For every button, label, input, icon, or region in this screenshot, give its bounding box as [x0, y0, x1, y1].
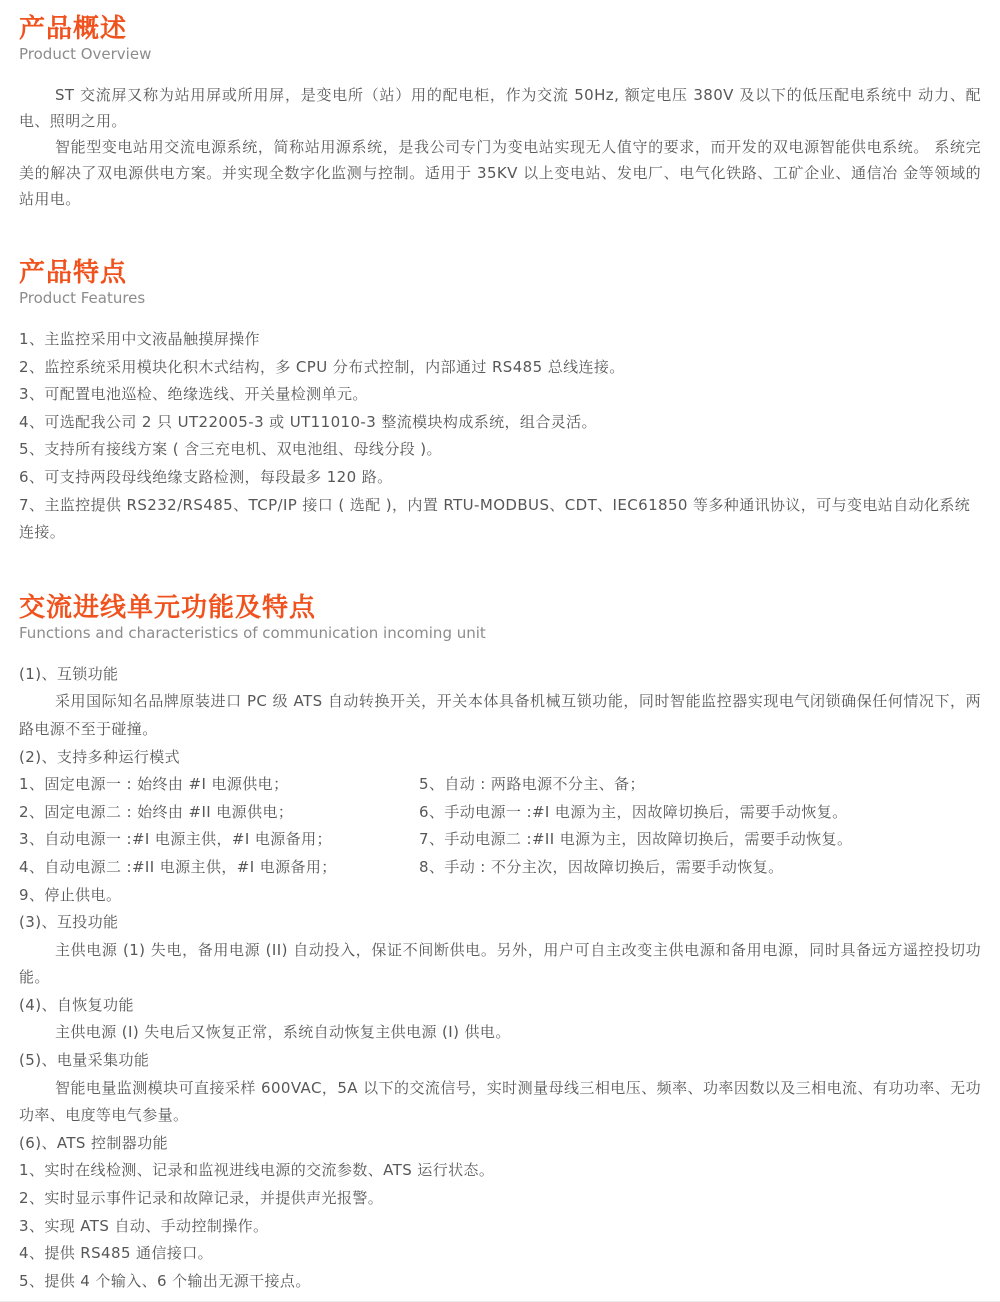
section-subtitle-en: Product Overview: [19, 45, 152, 63]
run-mode-stop-item: 9、停止供电。: [19, 885, 122, 904]
feature-item: 7、主监控提供 RS232/RS485、TCP/IP 接口 ( 选配 )，内置 RTU-MODBUS、CDT、IEC61850 等多种通讯协议，可与变电站自动化系统连接。: [19, 495, 971, 542]
run-modes-subhead: (2)、支持多种运行模式: [19, 747, 181, 766]
feature-item: 4、可选配我公司 2 只 UT22005-3 或 UT11010-3 整流模块构成系统，组合灵活。: [19, 412, 597, 431]
feature-item: 3、可配置电池巡检、绝缘选线、开关量检测单元。: [19, 385, 368, 404]
self-recovery-paragraph: 主供电源 (I) 失电后又恢复正常，系统自动恢复主供电源 (I) 供电。: [55, 1023, 511, 1042]
section-product-features: [19, 258, 981, 547]
ats-feature-item: 5、提供 4 个输入、6 个输出无源干接点。: [19, 1271, 311, 1290]
overview-paragraph: ST 交流屏又称为站用屏或所用屏，是变电所（站）用的配电柜，作为交流 50Hz, 额定电压 380V 及以下的低压配电系统中 动力、配电、照明之用。: [19, 86, 981, 130]
run-mode-item: 6、手动电源一 :#I 电源为主，因故障切换后，需要手动恢复。: [419, 802, 848, 821]
section-product-overview: [19, 14, 981, 212]
ats-controller-subhead: (6)、ATS 控制器功能: [19, 1133, 168, 1152]
run-mode-item: 4、自动电源二 :#II 电源主供，#I 电源备用；: [19, 857, 337, 876]
run-mode-item: 8、手动 : 不分主次，因故障切换后，需要手动恢复。: [419, 857, 784, 876]
feature-item: 2、监控系统采用模块化积木式结构，多 CPU 分布式控制，内部通过 RS485 总线连接。: [19, 357, 625, 376]
section-title-cn: 产品特点: [19, 258, 128, 288]
mutual-transfer-paragraph: 主供电源 (1) 失电，备用电源 (II) 自动投入，保证不间断供电。另外，用户可自主改变主供电源和备用电源，同时具备远方遥控投切功能。: [19, 940, 981, 987]
section-title-cn: 产品概述: [19, 14, 128, 44]
metering-paragraph: 智能电量监测模块可直接采样 600VAC，5A 以下的交流信号，实时测量母线三相电压、频率、功率因数以及三相电流、有功功率、无功功率、电度等电气参量。: [19, 1078, 981, 1125]
section-title-cn: 交流进线单元功能及特点: [19, 592, 317, 623]
ats-feature-item: 1、实时在线检测、记录和监视进线电源的交流参数、ATS 运行状态。: [19, 1161, 495, 1180]
run-mode-item: 2、固定电源二 : 始终由 #II 电源供电；: [19, 802, 294, 821]
self-recovery-subhead: (4)、自恢复功能: [19, 995, 134, 1014]
section-subtitle-en: Functions and characteristics of communication incoming unit: [19, 623, 486, 642]
run-modes-right-column: [419, 771, 981, 881]
run-modes-left-column: [19, 771, 411, 881]
section-incoming-unit: [19, 593, 981, 1296]
mutual-transfer-subhead: (3)、互投功能: [19, 913, 119, 932]
ats-feature-item: 4、提供 RS485 通信接口。: [19, 1244, 214, 1263]
feature-item: 5、支持所有接线方案 ( 含三充电机、双电池组、母线分段 )。: [19, 440, 442, 459]
run-mode-item: 7、手动电源二 :#II 电源为主，因故障切换后，需要手动恢复。: [419, 830, 853, 849]
metering-subhead: (5)、电量采集功能: [19, 1051, 150, 1070]
run-modes-columns: [19, 771, 981, 881]
feature-item: 1、主监控采用中文液晶触摸屏操作: [19, 330, 260, 348]
ats-feature-item: 2、实时显示事件记录和故障记录，并提供声光报警。: [19, 1189, 384, 1208]
feature-item: 6、可支持两段母线绝缘支路检测，每段最多 120 路。: [19, 467, 393, 486]
ats-feature-item: 3、实现 ATS 自动、手动控制操作。: [19, 1216, 269, 1235]
interlock-subhead: (1)、互锁功能: [19, 664, 119, 683]
run-mode-item: 3、自动电源一 :#I 电源主供，#I 电源备用；: [19, 830, 332, 849]
run-mode-item: 5、自动 : 两路电源不分主、备；: [419, 775, 645, 794]
interlock-paragraph: 采用国际知名品牌原装进口 PC 级 ATS 自动转换开关，开关本体具备机械互锁功能，同时智能监控器实现电气闭锁确保任何情况下，两路电源不至于碰撞。: [19, 692, 981, 738]
run-mode-item: 1、固定电源一 : 始终由 #I 电源供电；: [19, 775, 289, 794]
section-subtitle-en: Product Features: [19, 289, 146, 307]
overview-paragraph: 智能型变电站用交流电源系统，简称站用源系统，是我公司专门为变电站实现无人值守的要求，而开发的双电源智能供电系统。 系统完美的解决了双电源供电方案。并实现全数字化监测与控制。适用于 35KV 以上变电站、发电厂、电气化铁路、工矿企业、通信冶 金等领域的站用电。: [19, 138, 981, 208]
